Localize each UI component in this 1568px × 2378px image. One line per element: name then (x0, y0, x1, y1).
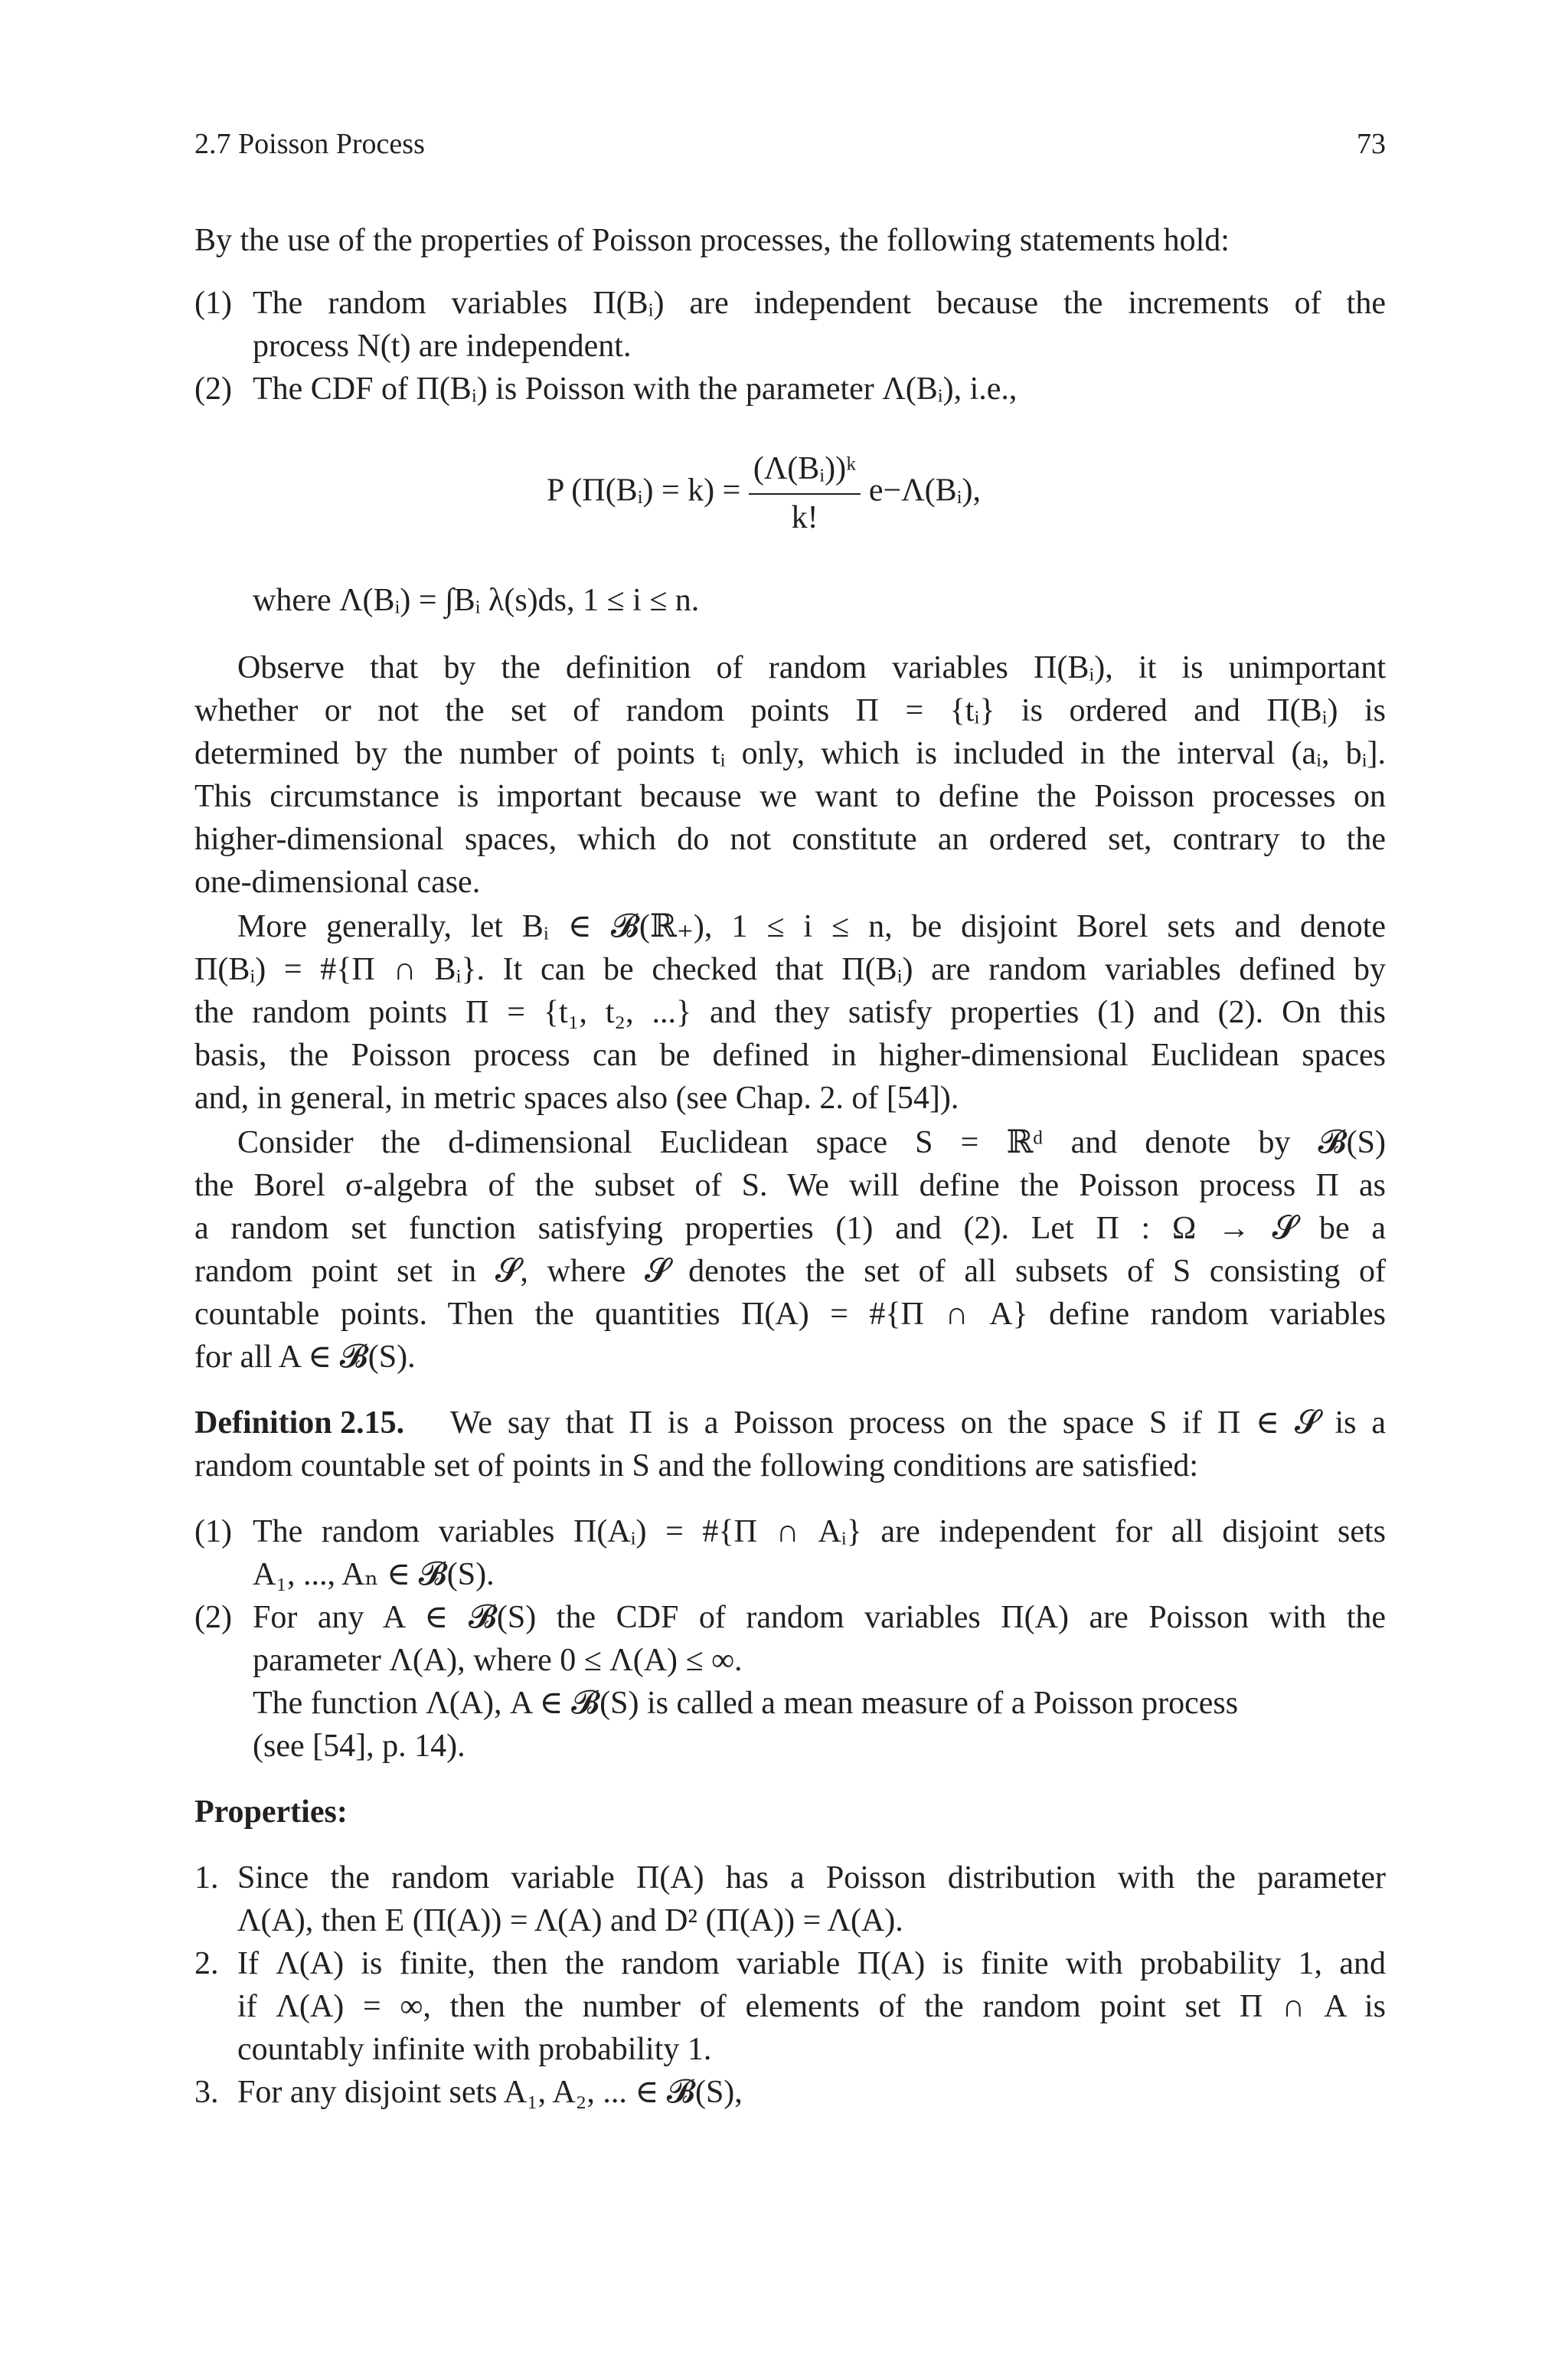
property-1-line-1: Since the random variable Π(A) has a Poisson distribution with the parameter (237, 1860, 1386, 1896)
para1-line-1: Observe that by the definition of random variables Π(Bᵢ), it is unimportant (237, 650, 1386, 685)
definition-line-1: We say that Π is a Poisson process on the space S if Π ∈ 𝓢 is a (450, 1405, 1386, 1441)
para3-line-1: Consider the d-dimensional Euclidean space S = ℝᵈ and denote by 𝓑(S) (237, 1125, 1386, 1160)
equation-numerator: (Λ(Bᵢ))ᵏ (749, 447, 861, 495)
property-2-line-2: if Λ(A) = ∞, then the number of elements of the random point set Π ∩ A is (237, 1989, 1386, 2024)
para3-line-2: the Borel σ-algebra of the subset of S. We will define the Poisson process Π as (194, 1168, 1386, 1203)
list2-item-2-line-1: For any A ∈ 𝓑(S) the CDF of random variables Π(A) are Poisson with the (253, 1600, 1386, 1635)
property-label-2: 2. (194, 1946, 219, 1981)
list1-label-1: (1) (194, 286, 232, 321)
list1-item-1-line-2: process N(t) are independent. (253, 329, 632, 364)
para3-line-3: a random set function satisfying properties (1) and (2). Let Π : Ω → 𝓢 be a (194, 1211, 1386, 1246)
running-head-section: 2.7 Poisson Process (194, 128, 425, 160)
poisson-equation (547, 447, 981, 539)
property-2-line-3: countably infinite with probability 1. (237, 2032, 712, 2067)
list2-item-2-line-4: (see [54], p. 14). (253, 1729, 466, 1764)
para2-line-2: Π(Bᵢ) = #{Π ∩ Bᵢ}. It can be checked that Π(Bᵢ) are random variables defined by (194, 952, 1386, 987)
list1-item-2-line-1: The CDF of Π(Bᵢ) is Poisson with the parameter Λ(Bᵢ), i.e., (253, 371, 1018, 407)
para3-line-4: random point set in 𝓢, where 𝓢 denotes the set of all subsets of S consisting of (194, 1254, 1386, 1289)
properties-heading: Properties: (194, 1794, 348, 1830)
para1-line-2: whether or not the set of random points Π = {tᵢ} is ordered and Π(Bᵢ) is (194, 693, 1386, 728)
para1-line-4: This circumstance is important because we want to define the Poisson processes on (194, 779, 1386, 814)
property-label-1: 1. (194, 1860, 219, 1896)
list2-label-2: (2) (194, 1600, 232, 1635)
equation-lhs: P (Π(Bᵢ) = k) = (547, 473, 741, 509)
para3-line-5: countable points. Then the quantities Π(A) = #{Π ∩ A} define random variables (194, 1297, 1386, 1332)
equation-denominator: k! (791, 500, 818, 535)
equation-fraction (749, 447, 861, 539)
definition-label: Definition 2.15. (194, 1405, 405, 1441)
para2-line-3: the random points Π = {t₁, t₂, ...} and they satisfy properties (1) and (2). On this (194, 995, 1386, 1030)
list2-item-1-line-1: The random variables Π(Aᵢ) = #{Π ∩ Aᵢ} are independent for all disjoint sets (253, 1514, 1386, 1549)
property-2-line-1: If Λ(A) is finite, then the random variable Π(A) is finite with probability 1, and (237, 1946, 1386, 1981)
list2-item-2-line-2: parameter Λ(A), where 0 ≤ Λ(A) ≤ ∞. (253, 1643, 743, 1678)
list2-item-2-line-3: The function Λ(A), A ∈ 𝓑(S) is called a mean measure of a Poisson process (253, 1686, 1239, 1721)
list2-label-1: (1) (194, 1514, 232, 1549)
para1-line-3: determined by the number of points tᵢ only, which is included in the interval (aᵢ, bᵢ]. (194, 736, 1386, 771)
para2-line-1: More generally, let Bᵢ ∈ 𝓑(ℝ₊), 1 ≤ i ≤ n, be disjoint Borel sets and denote (237, 909, 1386, 944)
para2-line-4: basis, the Poisson process can be defined in higher-dimensional Euclidean spaces (194, 1038, 1386, 1073)
intro-text: By the use of the properties of Poisson processes, the following statements hold: (194, 223, 1230, 258)
property-1-line-2: Λ(A), then E (Π(A)) = Λ(A) and D² (Π(A)) = Λ(A). (237, 1903, 903, 1938)
para1-line-6: one-dimensional case. (194, 865, 481, 900)
para1-line-5: higher-dimensional spaces, which do not constitute an ordered set, contrary to the (194, 822, 1386, 857)
list2-item-1-line-2: A₁, ..., Aₙ ∈ 𝓑(S). (253, 1557, 495, 1592)
list1-item-1-line-1: The random variables Π(Bᵢ) are independent because the increments of the (253, 286, 1386, 321)
where-line: where Λ(Bᵢ) = ∫Bᵢ λ(s)ds, 1 ≤ i ≤ n. (253, 583, 700, 618)
para2-line-5: and, in general, in metric spaces also (see Chap. 2. of [54]). (194, 1081, 959, 1116)
para3-line-6: for all A ∈ 𝓑(S). (194, 1339, 416, 1375)
equation-rhs: e−Λ(Bᵢ), (868, 473, 982, 509)
property-label-3: 3. (194, 2075, 219, 2110)
page-number: 73 (1357, 128, 1386, 160)
list1-label-2: (2) (194, 371, 232, 407)
property-3-line-1: For any disjoint sets A₁, A₂, ... ∈ 𝓑(S), (237, 2075, 743, 2110)
definition-line-2: random countable set of points in S and the following conditions are satisfied: (194, 1448, 1199, 1483)
